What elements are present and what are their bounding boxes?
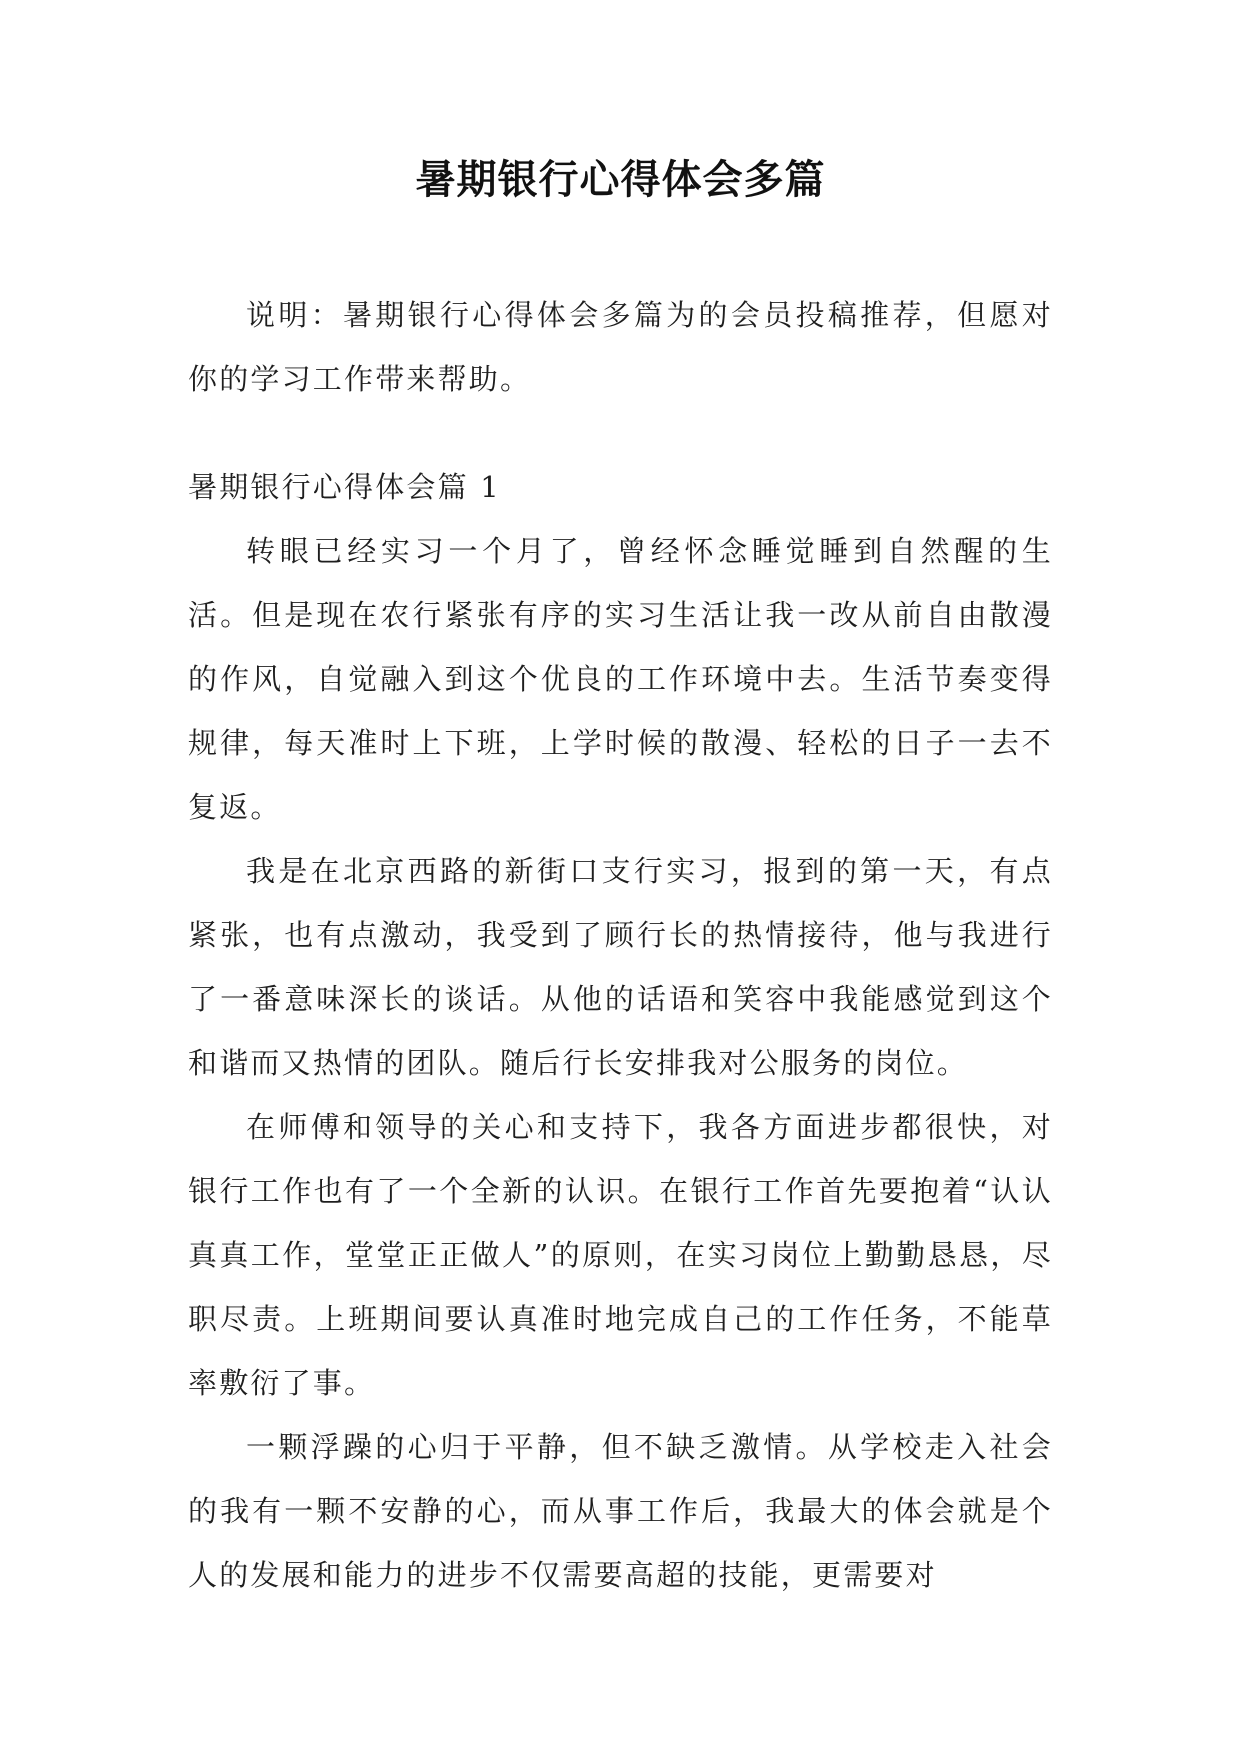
body-paragraph: 我是在北京西路的新街口支行实习，报到的第一天，有点紧张，也有点激动，我受到了顾行长的热情接待，他与我进行了一番意味深长的谈话。从他的话语和笑容中我能感觉到这个和谐而又热情的团队。随后行长安排我对公服务的岗位。 [188,854,1053,1080]
intro-paragraph: 说明：暑期银行心得体会多篇为的会员投稿推荐，但愿对你的学习工作带来帮助。 [188,298,1053,396]
document-title: 暑期银行心得体会多篇 [415,157,826,203]
article-body [188,455,1053,1607]
intro-block [188,283,1053,411]
body-paragraph: 在师傅和领导的关心和支持下，我各方面进步都很快，对银行工作也有了一个全新的认识。在银行工作首先要抱着“认认真真工作，堂堂正正做人”的原则，在实习岗位上勤勤恳恳，尽职尽责。上班期间要认真准时地完成自己的工作任务，不能草率敷衍了事。 [188,1110,1053,1400]
section-heading: 暑期银行心得体会篇 1 [188,470,501,504]
body-paragraph: 一颗浮躁的心归于平静，但不缺乏激情。从学校走入社会的我有一颗不安静的心，而从事工作后，我最大的体会就是个人的发展和能力的进步不仅需要高超的技能，更需要对 [188,1430,1053,1592]
body-paragraph: 转眼已经实习一个月了，曾经怀念睡觉睡到自然醒的生活。但是现在农行紧张有序的实习生活让我一改从前自由散漫的作风，自觉融入到这个优良的工作环境中去。生活节奏变得规律，每天准时上下班，上学时候的散漫、轻松的日子一去不复返。 [188,534,1053,824]
